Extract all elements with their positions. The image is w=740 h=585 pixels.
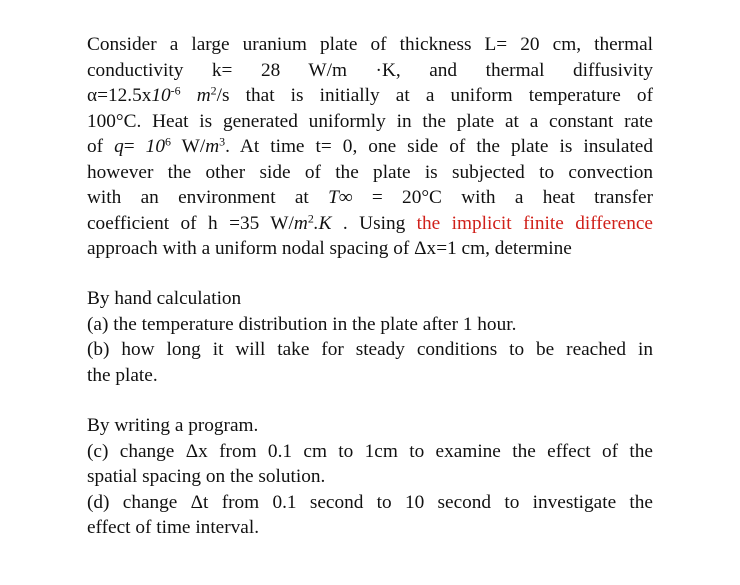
problem-line-6: however the other side of the plate is subjected to convection [87, 161, 653, 183]
problem-line-7: with an environment at T∞ = 20°C with a heat transfer [87, 187, 653, 208]
problem-statement [87, 32, 653, 262]
highlighted-method: the implicit finite difference [416, 212, 653, 234]
hand-heading: By hand calculation [87, 288, 242, 309]
problem-line-8: coefficient of h =35 $W/m^2.K$ . Using the implicit finite difference [87, 210, 653, 234]
problem-line-3: $\alpha=12.5x10^{-6}$ $m^2/s$ that is initially at a uniform temperature of [87, 83, 653, 106]
problem-line-5: of $q= 10^6$ $W/m^3$. At time t= 0, one side of the plate is insulated [87, 134, 653, 157]
problem-line-4: 100°C. Heat is generated uniformly in the plate at a constant rate [87, 110, 653, 132]
problem-line-9: approach with a uniform nodal spacing of Δx=1 cm, determine [87, 238, 572, 259]
problem-line-2: conductivity k= 28 W/m ·K, and thermal diffusivity [87, 59, 653, 81]
program-section [87, 413, 653, 541]
program-heading: By writing a program. [87, 415, 259, 436]
question-c-line-2: spatial spacing on the solution. [87, 466, 326, 487]
question-b-line-1: (b) how long it will take for steady conditions to be reached in [87, 339, 653, 360]
question-d-line-1: (d) change Δt from 0.1 second to 10 second to investigate the [87, 491, 653, 513]
question-b-line-2: the plate. [87, 364, 158, 386]
hand-calculation-section [87, 286, 653, 388]
problem-line-1: Consider a large uranium plate of thickness L= 20 cm, thermal [87, 34, 653, 55]
question-c-line-1: (c) change Δx from 0.1 cm to 1cm to examine the effect of the [87, 440, 653, 462]
question-d-line-2: effect of time interval. [87, 517, 260, 538]
question-a: (a) the temperature distribution in the plate after 1 hour. [87, 313, 517, 335]
